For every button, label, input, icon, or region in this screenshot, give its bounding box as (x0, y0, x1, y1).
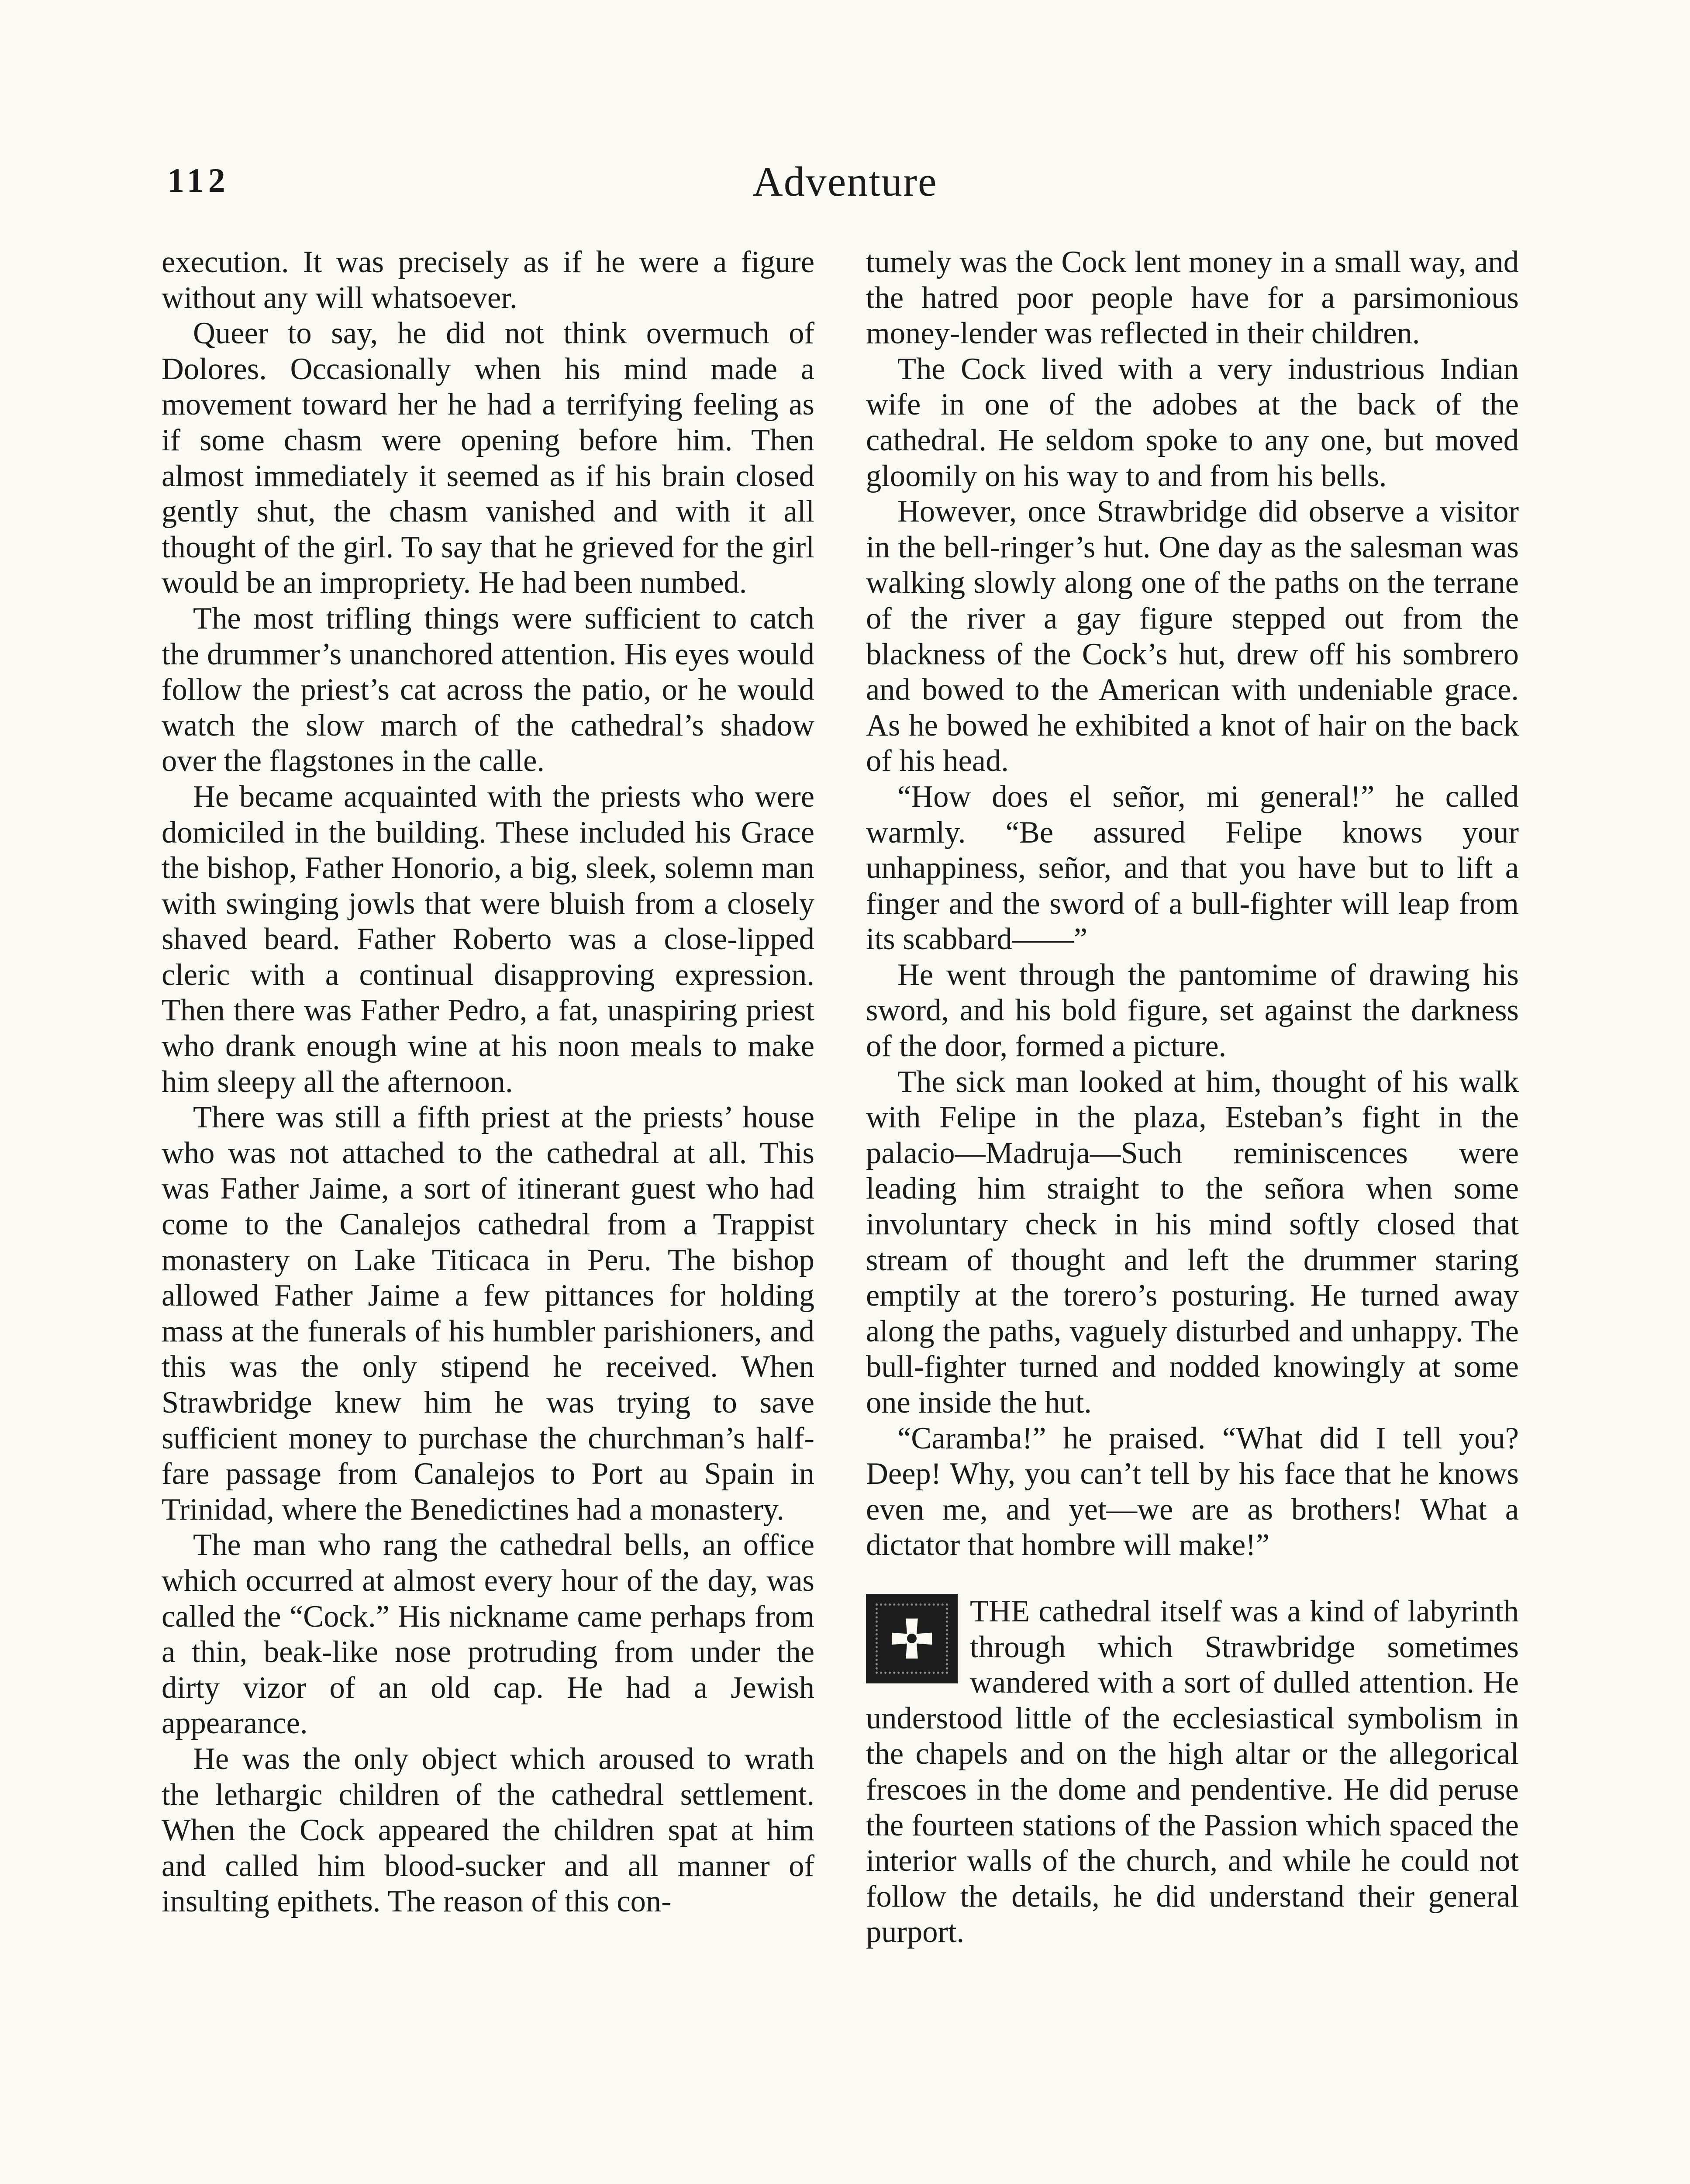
running-head: Adventure (752, 158, 938, 205)
right-column (866, 245, 1519, 1950)
paragraph: “Caramba!” he praised. “What did I tell you? Deep! Why, you can’t tell by his face that he knows even me, and yet—we are as brothers! What a dictator that hombre will make!” (866, 1421, 1519, 1562)
left-column (162, 245, 814, 1920)
paragraph: tumely was the Cock lent money in a small way, and the hatred poor people have for a parsimonious money-lender was reflected in their children. (866, 245, 1519, 351)
paragraph: He went through the pantomime of drawing his sword, and his bold figure, set against the darkness of the door, formed a picture. (866, 957, 1519, 1064)
paragraph: There was still a fifth priest at the priests’ house who was not attached to the cathedral at all. This was Father Jaime, a sort of itinerant guest who had come to the Canalejos cathedral from a Trappist monastery on Lake Titicaca in Peru. The bishop allowed Father Jaime a few pittances for holding mass at the funerals of his humbler parishioners, and this was the only stipend he received. When Strawbridge knew him he was trying to save sufficient money to purchase the churchman’s half-fare passage from Canalejos to Port au Spain in Trinidad, where the Benedictines had a monastery. (162, 1100, 814, 1527)
paragraph: The Cock lived with a very industrious Indian wife in one of the adobes at the back of the cathedral. He seldom spoke to any one, but moved gloomily on his way to and from his bells. (866, 352, 1519, 493)
paragraph: However, once Strawbridge did observe a visitor in the bell-ringer’s hut. One day as the salesman was walking slowly along one of the paths on the terrane of the river a gay figure stepped out from the blackness of the Cock’s hut, drew off his sombrero and bowed to the American with undeniable grace. As he bowed he exhibited a knot of hair on the back of his head. (866, 494, 1519, 778)
paragraph: The sick man looked at him, thought of his walk with Felipe in the plaza, Esteban’s fight in the palacio—Madruja—Such reminiscences were leading him straight to the señora when some involuntary check in his mind softly closed that stream of thought and left the drummer staring emptily at the torero’s posturing. He turned away along the paths, vaguely disturbed and unhappy. The bull-fighter turned and nodded knowingly at some one inside the hut. (866, 1064, 1519, 1420)
paragraph: He was the only object which aroused to wrath the lethargic children of the cathedral settlement. When the Cock appeared the children spat at him and called him blood-sucker and all manner of insulting epithets. The reason of this con- (162, 1742, 814, 1919)
paragraph: The man who rang the cathedral bells, an office which occurred at almost every hour of the day, was called the “Cock.” His nickname came perhaps from a thin, beak-like nose protruding from under the dirty vizor of an old cap. He had a Jewish appearance. (162, 1528, 814, 1741)
paragraph: “How does el señor, mi general!” he called warmly. “Be assured Felipe knows your unhappiness, señor, and that you have but to lift a finger and the sword of a bull-fighter will leap from its scabbard——” (866, 779, 1519, 957)
ornament-dot (907, 1634, 917, 1643)
paragraph: Queer to say, he did not think overmuch of Dolores. Occasionally when his mind made a movement toward her he had a terrifying feeling as if some chasm were opening before him. Then almost immediately it seemed as if his brain closed gently shut, the chasm vanished and with it all thought of the girl. To say that he grieved for the girl would be an impropriety. He had been numbed. (162, 316, 814, 600)
paragraph: He became acquainted with the priests who were domiciled in the building. These included his Grace the bishop, Father Honorio, a big, sleek, solemn man with swinging jowls that were bluish from a closely shaved beard. Father Roberto was a close-lipped cleric with a continual disapproving expression. Then there was Father Pedro, a fat, unaspiring priest who drank enough wine at his noon meals to make him sleepy all the afternoon. (162, 779, 814, 1099)
paragraph: execution. It was precisely as if he were a figure without any will whatsoever. (162, 245, 814, 315)
paragraph: THE cathedral itself was a kind of labyrinth through which Strawbridge sometimes wandered with a sort of dulled attention. He understood little of the ecclesiastical symbolism in the chapels and on the high altar or the allegorical frescoes in the dome and pendentive. He did peruse the fourteen stations of the Passion which spaced the interior walls of the church, and while he could not follow the details, he did understand their general purport. (866, 1594, 1519, 1949)
page-number: 112 (167, 161, 230, 199)
paragraph: The most trifling things were sufficient to catch the drummer’s unanchored attention. His eyes would follow the priest’s cat across the patio, or he would watch the slow march of the cathedral’s shadow over the flagstones in the calle. (162, 601, 814, 778)
cross-ornament-icon (866, 1594, 958, 1683)
